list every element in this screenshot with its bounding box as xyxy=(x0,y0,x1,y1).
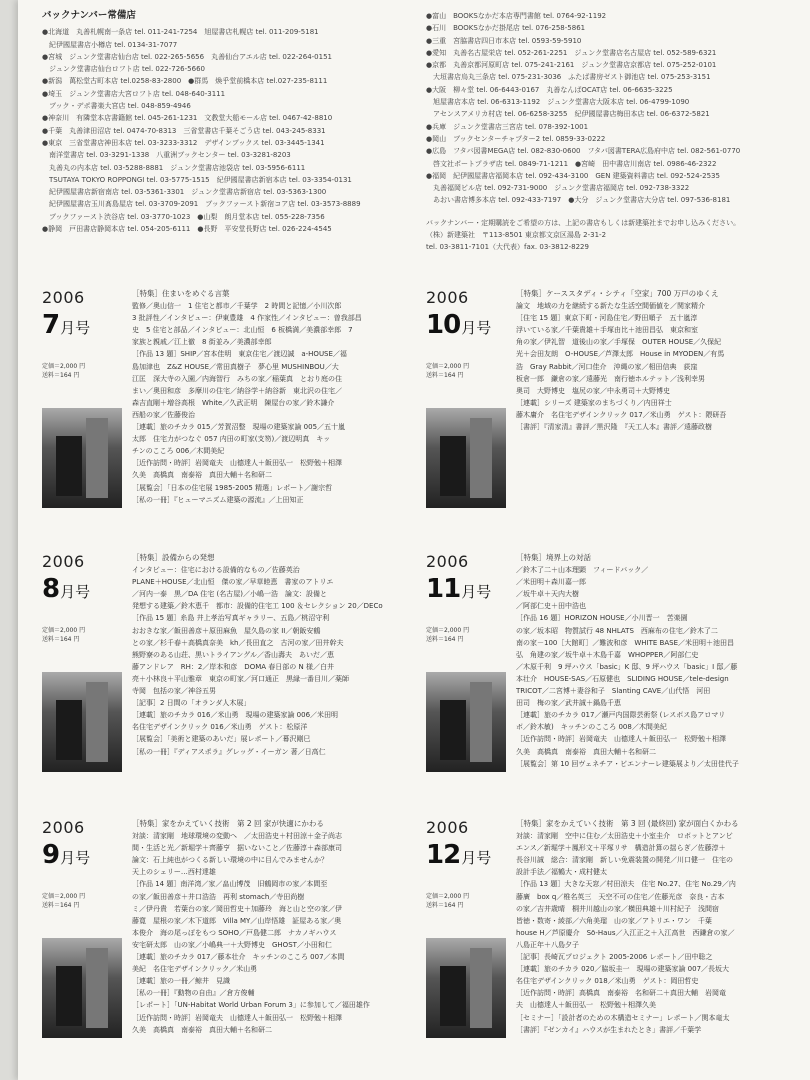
contents-line: 論文：石上純也がつくる新しい環境の中に目んでみませんか？ xyxy=(132,856,328,865)
issue-cover-image[interactable] xyxy=(42,938,122,1038)
price-line: 定価＝2,000 円 xyxy=(42,363,86,370)
issue-month-number: 12 xyxy=(426,840,461,870)
contents-line: ［記事］2 日間の「オランダ人木展」 xyxy=(132,699,251,708)
contents-line: ［連載］旅のチカラ 017／藤本壮介 キッチンのこころ 007／本間 xyxy=(132,953,345,962)
contents-line: 太郎 住宅力がつなぐ 057 内田の町家(支笏)／渡辺明真 キッ xyxy=(132,435,331,444)
contents-line: 久美 高橋真 南泰裕 真田大輔＋名和研二 xyxy=(132,471,272,480)
store-line: 啓文社ポートプラザ店 tel. 0849-71-1211 ●宮崎 田中書店川南店 tel. 0986-46-2322 xyxy=(426,159,717,168)
issue-month-number: 9 xyxy=(42,840,60,870)
issue-price xyxy=(42,892,85,910)
contents-line: 浮いている家／千葉貴雄＋手塚由比＋池田昌弘 東京和室 xyxy=(516,326,698,335)
contents-line: ミ／伊丹貴 若葉台の家／岡田哲史＋加藤玲 海と山と空の家／伊 xyxy=(132,904,342,913)
shipping-line: 送料＝164 円 xyxy=(42,372,80,379)
cover-photo xyxy=(440,436,466,496)
contents-line: ／米田明＋森川嘉一郎 xyxy=(516,578,586,587)
contents-line: ［住宅 15 題］東京下町・河島住宅／野田順子 五十嵐淳 xyxy=(516,314,698,323)
contents-line: ［連載］旅のチカラ 015／芳賀沼整 現場の建築家論 005／五十嵐 xyxy=(132,423,346,432)
price-line: 定価＝2,000 円 xyxy=(426,363,470,370)
issue-month xyxy=(42,310,90,340)
contents-line: 八島正年＋八島夕子 xyxy=(516,940,579,949)
contents-line: 藤廣 box q／椎名英三 天空不可の住宅／佐藤光彦 奈良・古本 xyxy=(516,892,725,901)
shipping-line: 送料＝164 円 xyxy=(426,372,464,379)
contents-line: チンのこころ 006／木間美紀 xyxy=(132,447,225,456)
contents-line: 間・生活と光／新堀学＋齊藤亨 据いないこと／佐藤淳＋森部康司 xyxy=(132,844,342,853)
contents-line: ［展覧会］「日本の住宅展 1985-2005 精選」レポート／謝宗哲 xyxy=(132,483,333,492)
shipping-line: 送料＝164 円 xyxy=(42,902,80,909)
issue-year: 2006 xyxy=(426,818,469,837)
contents-line: 熊野寮のある山荘、黒いトライアングル／香山壽夫 あいだ／恵 xyxy=(132,650,334,659)
contents-line: ［連載］旅のチカラ 017／瀬戸内国際芸術祭 (レスボス島アロマリ xyxy=(516,711,726,720)
issue-contents xyxy=(516,288,796,433)
contents-line: ［セミナー］「設計者のための木構造セミナー」レポート／関本竜太 xyxy=(516,1013,730,1022)
cover-photo xyxy=(56,700,82,760)
issue-price xyxy=(426,626,469,644)
contents-line: ［近作訪問・時評］岩岡竜夫 山德達人＋飯田弘一 松野勉＋相澤 xyxy=(132,459,342,468)
issue-cover-image[interactable] xyxy=(426,938,506,1038)
store-line: アセンスアメリカ村店 tel. 06-6258-3255 紀伊國屋書店梅田本店 tel. 06-6372-5821 xyxy=(426,110,710,119)
contents-line: PLANE＋HOUSE／北山恒 傑の家／早草睦恵 書家のアトリエ xyxy=(132,578,334,587)
store-line: ●埼玉 ジュンク堂書店大宮ロフト店 tel. 048-640-3111 xyxy=(42,89,226,98)
contents-line: 久美 高橋真 南泰裕 真田大輔＋名和研二 xyxy=(132,1025,272,1034)
cover-photo xyxy=(42,408,122,508)
contents-line: ［連載］旅のチカラ 016／米山勇 現場の建築家論 006／米田明 xyxy=(132,711,339,720)
contents-line: ［特集］家をかえていく技術 第 2 回 家が快適にかわる xyxy=(132,819,324,828)
contents-line: ［書評］『ゼンカイ』ハウスが生まれたとき」書評／千葉学 xyxy=(516,1025,702,1034)
store-line: ●宮城 ジュンク堂書店仙台店 tel. 022-265-5656 丸善仙台アエル店 tel. 022-264-0151 xyxy=(42,52,332,61)
issue-cover-image[interactable] xyxy=(42,408,122,508)
contact-line: （株）新建築社 〒113-8501 東京都文京区湯島 2-31-2 xyxy=(426,231,607,240)
issue-month xyxy=(426,840,491,870)
contents-line: ［私の一冊］『ディアスポラ』グレッグ・イーガン 著／日高仁 xyxy=(132,747,326,756)
store-line: 大垣書店烏丸三条店 tel. 075-231-3036 ふたば書房ゼスト御池店 tel. 075-253-3151 xyxy=(426,73,711,82)
contents-line: 名住宅デザインクリック 018／米山勇 ゲスト：岡田哲史 xyxy=(516,977,699,986)
store-line: ●愛知 丸善名古屋栄店 tel. 052-261-2251 ジュンク堂書店名古屋店 tel. 052-589-6321 xyxy=(426,48,717,57)
issue-month-number: 8 xyxy=(42,574,60,604)
contents-line: ［特集］住まいをめぐる言葉 xyxy=(132,289,230,298)
contents-line: ［特集］ケーススタディ・シティ「空家」700 万戸のゆくえ xyxy=(516,289,719,298)
store-list-heading: バックナンバー常備店 xyxy=(42,10,136,21)
store-line: ジュンク堂書店仙台ロフト店 tel. 022-726-5660 xyxy=(42,65,205,74)
contents-line: ［特集］家をかえていく技術 第 3 回 (最終回) 家が面白くかわる xyxy=(516,819,739,828)
contents-line: 奥司 大野博史 塩尻の家／中永勇司＋大野博史 xyxy=(516,386,670,395)
contents-line: ［連載］旅の一冊／鯨井 見識 xyxy=(132,977,230,986)
store-line: 南洋堂書店 tel. 03-3291-1338 八重洲ブックセンター tel. 03-3281-8203 xyxy=(42,151,291,160)
contents-line: ［近作訪問・時評］岩岡竜夫 山德達人＋飯田弘一 松野勉＋相澤 xyxy=(516,735,726,744)
issue-price xyxy=(426,892,469,910)
contents-line: 南の家－100［大館町］／難波和彦 WHITE BASE／米田明＋池田昌 xyxy=(516,638,734,647)
contents-line: 発想する建築／鈴木恵千 都市：設備的住宅工 100 ＆セレクション 20／DECo xyxy=(132,602,383,611)
store-line: ●兵庫 ジュンク堂書店三宮店 tel. 078-392-1001 xyxy=(426,122,589,131)
contents-line: の家／坂本昭 物質試行 48 NHLATS 西麻布の住宅／鈴木了二 xyxy=(516,626,718,635)
contents-line: ［私の一冊］『動物の自由』／倉方俊輔 xyxy=(132,989,255,998)
contents-line: 美紀 名住宅デザインクリック／米山勇 xyxy=(132,965,258,974)
issue-contents xyxy=(132,288,412,506)
cover-photo xyxy=(426,408,506,508)
contents-line: ［連載］シリーズ 建築家のまちづくり／内田祥士 xyxy=(516,398,672,407)
issue-year: 2006 xyxy=(426,288,469,307)
contents-line: の家／吉井歳晴 桐井川越山の家／横田典雄＋川村紀子 浅間宿 xyxy=(516,904,719,913)
contents-line: ［特集］設備からの発想 xyxy=(132,553,215,562)
cover-photo xyxy=(86,948,108,1028)
contents-line: ［特集］境界上の対話 xyxy=(516,553,591,562)
store-line: ●福岡 紀伊國屋書店福岡本店 tel. 092-434-3100 GEN 建築資料書店 tel. 092-524-2535 xyxy=(426,171,720,180)
cover-photo xyxy=(470,948,492,1028)
cover-photo xyxy=(470,418,492,498)
price-line: 定価＝2,000 円 xyxy=(426,893,470,900)
store-line: ●北海道 丸善札幌南一条店 tel. 011-241-7254 旭屋書店札幌店 tel. 011-209-5181 xyxy=(42,28,319,37)
contents-line: ［作品 15 題］糸島 井上孝治写真ギャラリー、五島／桃沼守利 xyxy=(132,614,330,623)
issue-block xyxy=(426,552,804,812)
contents-line: 設計手法／福鶴大・成村健太 xyxy=(516,868,607,877)
contents-line: 家族と親戚／江上徹 8 街並み／美濃部幸郎 xyxy=(132,338,272,347)
issue-month-suffix: 月号 xyxy=(60,319,91,337)
cover-photo xyxy=(440,700,466,760)
contents-line: ［連載］旅のチカラ 020／脇坂圭一 現場の建築家論 007／長坂大 xyxy=(516,965,730,974)
contents-line: ／阿部仁史＋田中浩也 xyxy=(516,602,586,611)
contents-line: 森吉直剛＋増谷高根 White／久武正明 陳屋台の家／鈴木謙介 xyxy=(132,398,335,407)
contents-line: 監修／奥山信一 1 住宅と都市／千葉学 2 時間と記憶／小川次郎 xyxy=(132,302,342,311)
issue-contents xyxy=(132,818,412,1036)
cover-photo xyxy=(86,682,108,762)
store-line: ブック・デポ書楽大宮店 tel. 048-859-4946 xyxy=(42,102,191,111)
contents-line: ［作品 13 題］大きな天窓／村田涼夫 住宅 No.27、住宅 No.29／内 xyxy=(516,880,736,889)
contents-line: 亮＋小林良＋平山雅章 東京の町家／河口通正 黒縁一番目川／薬師 xyxy=(132,674,349,683)
contents-line: 対談：清家剛 地球環境の変動へ ／太田浩史＋村田涼＋金子尚志 xyxy=(132,832,342,841)
issue-month-number: 11 xyxy=(426,574,461,604)
cover-photo xyxy=(86,418,108,498)
store-line: 旭屋書店本店 tel. 06-6313-1192 ジュンク堂書店大阪本店 tel. 06-4799-1090 xyxy=(426,98,690,107)
issue-year: 2006 xyxy=(42,818,85,837)
contents-line: ［レポート］「UN-Habitat World Urban Forum 3」に参加して／福田雄作 xyxy=(132,1001,370,1010)
contents-line: 久美 高橋真 南泰裕 真田大輔＋名和研二 xyxy=(516,747,656,756)
contents-line: ［書評］『清家清』書評／黒沢隆 『天工人本』書評／遠藤政樹 xyxy=(516,423,712,432)
store-line: 紀伊國屋書店新宿南店 tel. 03-5361-3301 ジュンク堂書店新宿店 tel. 03-5363-1300 xyxy=(42,188,327,197)
store-line: ●大阪 柳々堂 tel. 06-6443-0167 丸善なんばOCAT店 tel. 06-6635-3225 xyxy=(426,85,673,94)
contents-line: ［作品 14 題］南洋湾／家／畠山博茂 旧鶴岡市の家／本間至 xyxy=(132,880,328,889)
contents-line: 長谷川誠 総合：清家剛 新しい免震装置の開発／川口健一 住宅の xyxy=(516,856,733,865)
cover-photo xyxy=(42,672,122,772)
contents-line: 板倉一郎 鎌倉の家／遠藤光 南行徳ホルテット／浅利幸男 xyxy=(516,374,705,383)
contents-line: との家／杉千春＋高橋真奈美 kh／長田直之 古河の家／田井幹夫 xyxy=(132,638,344,647)
catalog-page xyxy=(18,0,810,1080)
contents-line: 本俊介 海の尾っぽをもつ SOHO／戸島健二郎 ナカノギハウス xyxy=(132,928,337,937)
issue-year: 2006 xyxy=(42,552,85,571)
cover-photo xyxy=(426,938,506,1038)
contents-line: 江匡 深大寺の入園／内海智行 みちの家／稲葉真 とおり庭の住 xyxy=(132,374,342,383)
contents-line: 夫 山德達人＋飯田弘一 松野勉＋相澤久美 xyxy=(516,1001,656,1010)
cover-photo xyxy=(56,436,82,496)
issue-month-number: 10 xyxy=(426,310,461,340)
contents-line: 安宅研太郎 山の家／小嶋典一＋大野博史 GHOST／小田和仁 xyxy=(132,940,332,949)
contents-line: 藤寛 屋根の家／木下道郎 Villa MY／山岸悟雄 証屋ある家／奥 xyxy=(132,916,342,925)
issue-contents xyxy=(516,818,796,1036)
issue-block xyxy=(426,818,804,1078)
contents-line: エンス／新堀学＋鳳形文＋平塚リサ 構造計算の揺らぎ／佐藤淳＋ xyxy=(516,844,726,853)
store-line: ●静岡 戸田書店静岡本店 tel. 054-205-6111 ●長野 平安堂長野店 tel. 026-224-4545 xyxy=(42,225,332,234)
price-line: 定価＝2,000 円 xyxy=(42,893,86,900)
cover-photo xyxy=(426,672,506,772)
store-line: ブックファースト渋谷店 tel. 03-3770-1023 ●山梨 朗月堂本店 tel. 055-228-7356 xyxy=(42,212,325,221)
issue-block xyxy=(42,552,420,812)
issue-year: 2006 xyxy=(42,288,85,307)
issue-cover-image[interactable] xyxy=(42,672,122,772)
store-line: ●岡山 ブックセンターチャプター2 tel. 0859-33-0222 xyxy=(426,134,606,143)
store-line: ●新潟 萬松堂古町本店 tel.0258-83-2800 ●群馬 煥乎堂前橋本店 tel.027-235-8111 xyxy=(42,77,328,86)
contents-line: ［近作訪問・時評］岩岡竜夫 山德達人＋飯田弘一 松野勉＋相澤 xyxy=(132,1013,342,1022)
cover-photo xyxy=(470,682,492,762)
store-line: ●石川 BOOKSなかだ掛尾店 tel. 076-258-5861 xyxy=(426,24,586,33)
contents-line: 角の家／伊礼智 道後山の家／手塚保 OUTER HOUSE／久保紀 xyxy=(516,338,722,347)
contents-line: 本壮介 HOUSE-SAS／石原健也 SLIDING HOUSE／tele-design xyxy=(516,674,729,683)
issue-cover-image[interactable] xyxy=(426,408,506,508)
contents-line: 島加津也 Z&Z HOUSE／常田真樹子 夢心里 MUSHINBOU／大 xyxy=(132,362,339,371)
price-line: 定価＝2,000 円 xyxy=(42,627,86,634)
shipping-line: 送料＝164 円 xyxy=(426,902,464,909)
contents-line: 西船の家／佐藤俊治 xyxy=(132,410,195,419)
issue-year: 2006 xyxy=(426,552,469,571)
contents-line: ／木原千利 9 坪ハウス「basic」K 邸、9 坪ハウス「basic」I 邸／藤 xyxy=(516,662,738,671)
contents-line: 寺岡 包括の家／神谷五男 xyxy=(132,687,216,696)
contents-line: ／坂牛卓＋天内大樹 xyxy=(516,590,579,599)
store-line: あおい書店博多本店 tel. 092-433-7197 ●大分 ジュンク堂書店大分店 tel. 097-536-8181 xyxy=(426,196,731,205)
issue-month xyxy=(426,310,491,340)
contents-line: インタビュー：住宅における設備的なもの／佐藤英治 xyxy=(132,566,300,575)
store-line: ●神奈川 有隣堂本店書籍館 tel. 045-261-1231 文教堂大船モール店 tel. 0467-42-8810 xyxy=(42,114,333,123)
contents-line: ／鈴木了二＋山本理顕 フィードバック／ xyxy=(516,566,649,575)
issue-month-suffix: 月号 xyxy=(461,849,492,867)
contents-line: 3 批評性／インタビュー：伊東豊雄 4 作家性／インタビュー：曽我部昌 xyxy=(132,314,362,323)
issue-block xyxy=(42,818,420,1078)
contents-line: 弘 角建の家／坂牛卓＋木島千嘉 WHOPPER／阿部仁史 xyxy=(516,650,699,659)
store-line: ●千葉 丸善津田沼店 tel. 0474-70-8313 三省堂書店千葉そごう店 tel. 043-245-8331 xyxy=(42,126,326,135)
issue-contents xyxy=(132,552,412,758)
contents-line: 皆徳・数寄・綾部／六角美瑠 山の家／アトリエ・ワン 千葉 xyxy=(516,916,712,925)
contents-line: ボ／鈴木敏) キッチンのこころ 008／木間美紀 xyxy=(516,723,667,732)
issue-price xyxy=(42,362,85,380)
price-line: 定価＝2,000 円 xyxy=(426,627,470,634)
contents-line: ［記事］長崎瓦プロジェクト 2005-2006 レポート／田中聡之 xyxy=(516,953,713,962)
issue-contents xyxy=(516,552,796,770)
issue-block xyxy=(42,288,420,548)
contents-line: TRICOT／二宮博＋妻谷和子 Slanting CAVE／山代悟 河田 xyxy=(516,687,711,696)
contents-line: 対談：清家剛 空中に住む／太田浩史＋小室圭介 ロボットとアンビ xyxy=(516,832,733,841)
contents-line: 光＋会田友朗 O-HOUSE／芦澤太郎 House in MYODEN／有馬 xyxy=(516,350,725,359)
store-list-right xyxy=(426,10,796,254)
shipping-line: 送料＝164 円 xyxy=(42,636,80,643)
store-line: ●三重 宮脇書店四日市本店 tel. 0593-59-5910 xyxy=(426,36,582,45)
issue-month xyxy=(42,574,90,604)
contact-line: tel. 03-3811-7101（大代表）fax. 03-3812-8229 xyxy=(426,243,589,252)
store-line: ●富山 BOOKSなかだ本店専門書館 tel. 0764-92-1192 xyxy=(426,12,607,20)
issue-month-number: 7 xyxy=(42,310,60,340)
contents-line: ［作品 16 題］HORIZON HOUSE／小川晋一 苦楽園 xyxy=(516,614,688,623)
store-line: ●京都 丸善京都河原町店 tel. 075-241-2161 ジュンク堂書店京都店 tel. 075-252-0101 xyxy=(426,61,717,70)
contents-line: ［展覧会］「美術と建築のあいだ」展レポート／幕沢剛巳 xyxy=(132,735,311,744)
store-line: TSUTAYA TOKYO ROPPONGI tel. 03-5775-1515 紀伊國屋書店新宿本店 tel. 03-3354-0131 xyxy=(42,175,352,184)
issue-month-suffix: 月号 xyxy=(461,583,492,601)
store-line: 紀伊國屋書店玉川髙島屋店 tel. 03-3709-2091 ブックファースト新宿コア店 tel. 03-3573-8889 xyxy=(42,200,361,209)
contents-line: ／河内一泰 黒／DA 住宅 (名古屋)／小嶋一浩 論文：設備と xyxy=(132,590,327,599)
issue-month-suffix: 月号 xyxy=(60,583,91,601)
store-line: 丸善丸の内本店 tel. 03-5288-8881 ジュンク堂書店池袋店 tel. 03-5956-6111 xyxy=(42,163,306,172)
contents-line: 天上のシェリー…西村達雄 xyxy=(132,868,216,877)
store-line: ●広島 フタバ図書MEGA店 tel. 082-830-0600 フタバ図書TERA広島府中店 tel. 082-561-0770 xyxy=(426,147,741,156)
store-line: 紀伊國屋書店小樽店 tel. 0134-31-7077 xyxy=(42,40,178,49)
contents-line: 藤アンドレア RH：2／岸本和彦 DOMA 春日部の N 様／白井 xyxy=(132,662,334,671)
cover-photo xyxy=(42,938,122,1038)
contents-line: 藤木庸介 名住宅デザインクリック 017／米山勇 ゲスト：隈研吾 xyxy=(516,410,727,419)
store-line: 丸善福岡ビル店 tel. 092-731-9000 ジュンク堂書店福岡店 tel. 092-738-3322 xyxy=(426,184,690,193)
issue-month-suffix: 月号 xyxy=(461,319,492,337)
contents-line: 田司 梅の家／武井誠＋鍋島千恵 xyxy=(516,699,621,708)
contents-line: の家／飯田善彦＋井口浩浩 再利 stomach／寺田尚樹 xyxy=(132,892,305,901)
issue-price xyxy=(42,626,85,644)
store-list-left xyxy=(42,10,402,235)
contents-line: まい／奥田和彦 多摩川の住宅／納谷学＋納谷新 東北沢の住宅／ xyxy=(132,386,342,395)
contents-line: 名住宅デザインクリック 016／米山勇 ゲスト：松原洋 xyxy=(132,723,308,732)
order-contact xyxy=(426,217,796,254)
contents-line: ［展覧会］第 10 回ヴェネチア・ビエンナーレ建築展より／太田佳代子 xyxy=(516,759,739,768)
contents-line: おおきな家／飯田善彦＋原田麻魚 屋久島の家 II／朝飯安鶴 xyxy=(132,626,321,635)
contents-line: 浩 Gray Rabbit／河口佳介 沖縄の家／相田信典 荻窪 xyxy=(516,362,698,371)
issue-month xyxy=(426,574,491,604)
contents-line: ［作品 13 題］SHIP／宮本佳明 東京住宅／渡辺誠 a-HOUSE／福 xyxy=(132,350,347,359)
contact-line: バックナンバー・定期購読をご希望の方は、上記の書店もしくは新建築社までお申し込みください。 xyxy=(426,218,741,227)
contents-line: 論文 地域の力を継続する新たな生活空間価値を／関家精介 xyxy=(516,302,705,311)
cover-photo xyxy=(440,966,466,1026)
contents-line: 史 5 住宅と部品／インタビュー：北山恒 6 板橋満／美濃部幸郎 7 xyxy=(132,326,353,335)
issue-block xyxy=(426,288,804,548)
issue-month-suffix: 月号 xyxy=(60,849,91,867)
contents-line: house H／芦原慶介 Sō-Haus／入江正之＋入江高世 西鎌倉の家／ xyxy=(516,928,735,937)
issue-cover-image[interactable] xyxy=(426,672,506,772)
issue-price xyxy=(426,362,469,380)
issue-month xyxy=(42,840,90,870)
contents-line: ［近作訪問・時評］高橋真 南泰裕 名和研二＋真田大輔 岩岡竜 xyxy=(516,989,726,998)
shipping-line: 送料＝164 円 xyxy=(426,636,464,643)
contents-line: ［私の一冊］『ヒューマニズム建築の源流』／上田知正 xyxy=(132,495,304,504)
cover-photo xyxy=(56,966,82,1026)
store-line: ●東京 三省堂書店神田本店 tel. 03-3233-3312 デザインブックス tel. 03-3445-1341 xyxy=(42,138,325,147)
